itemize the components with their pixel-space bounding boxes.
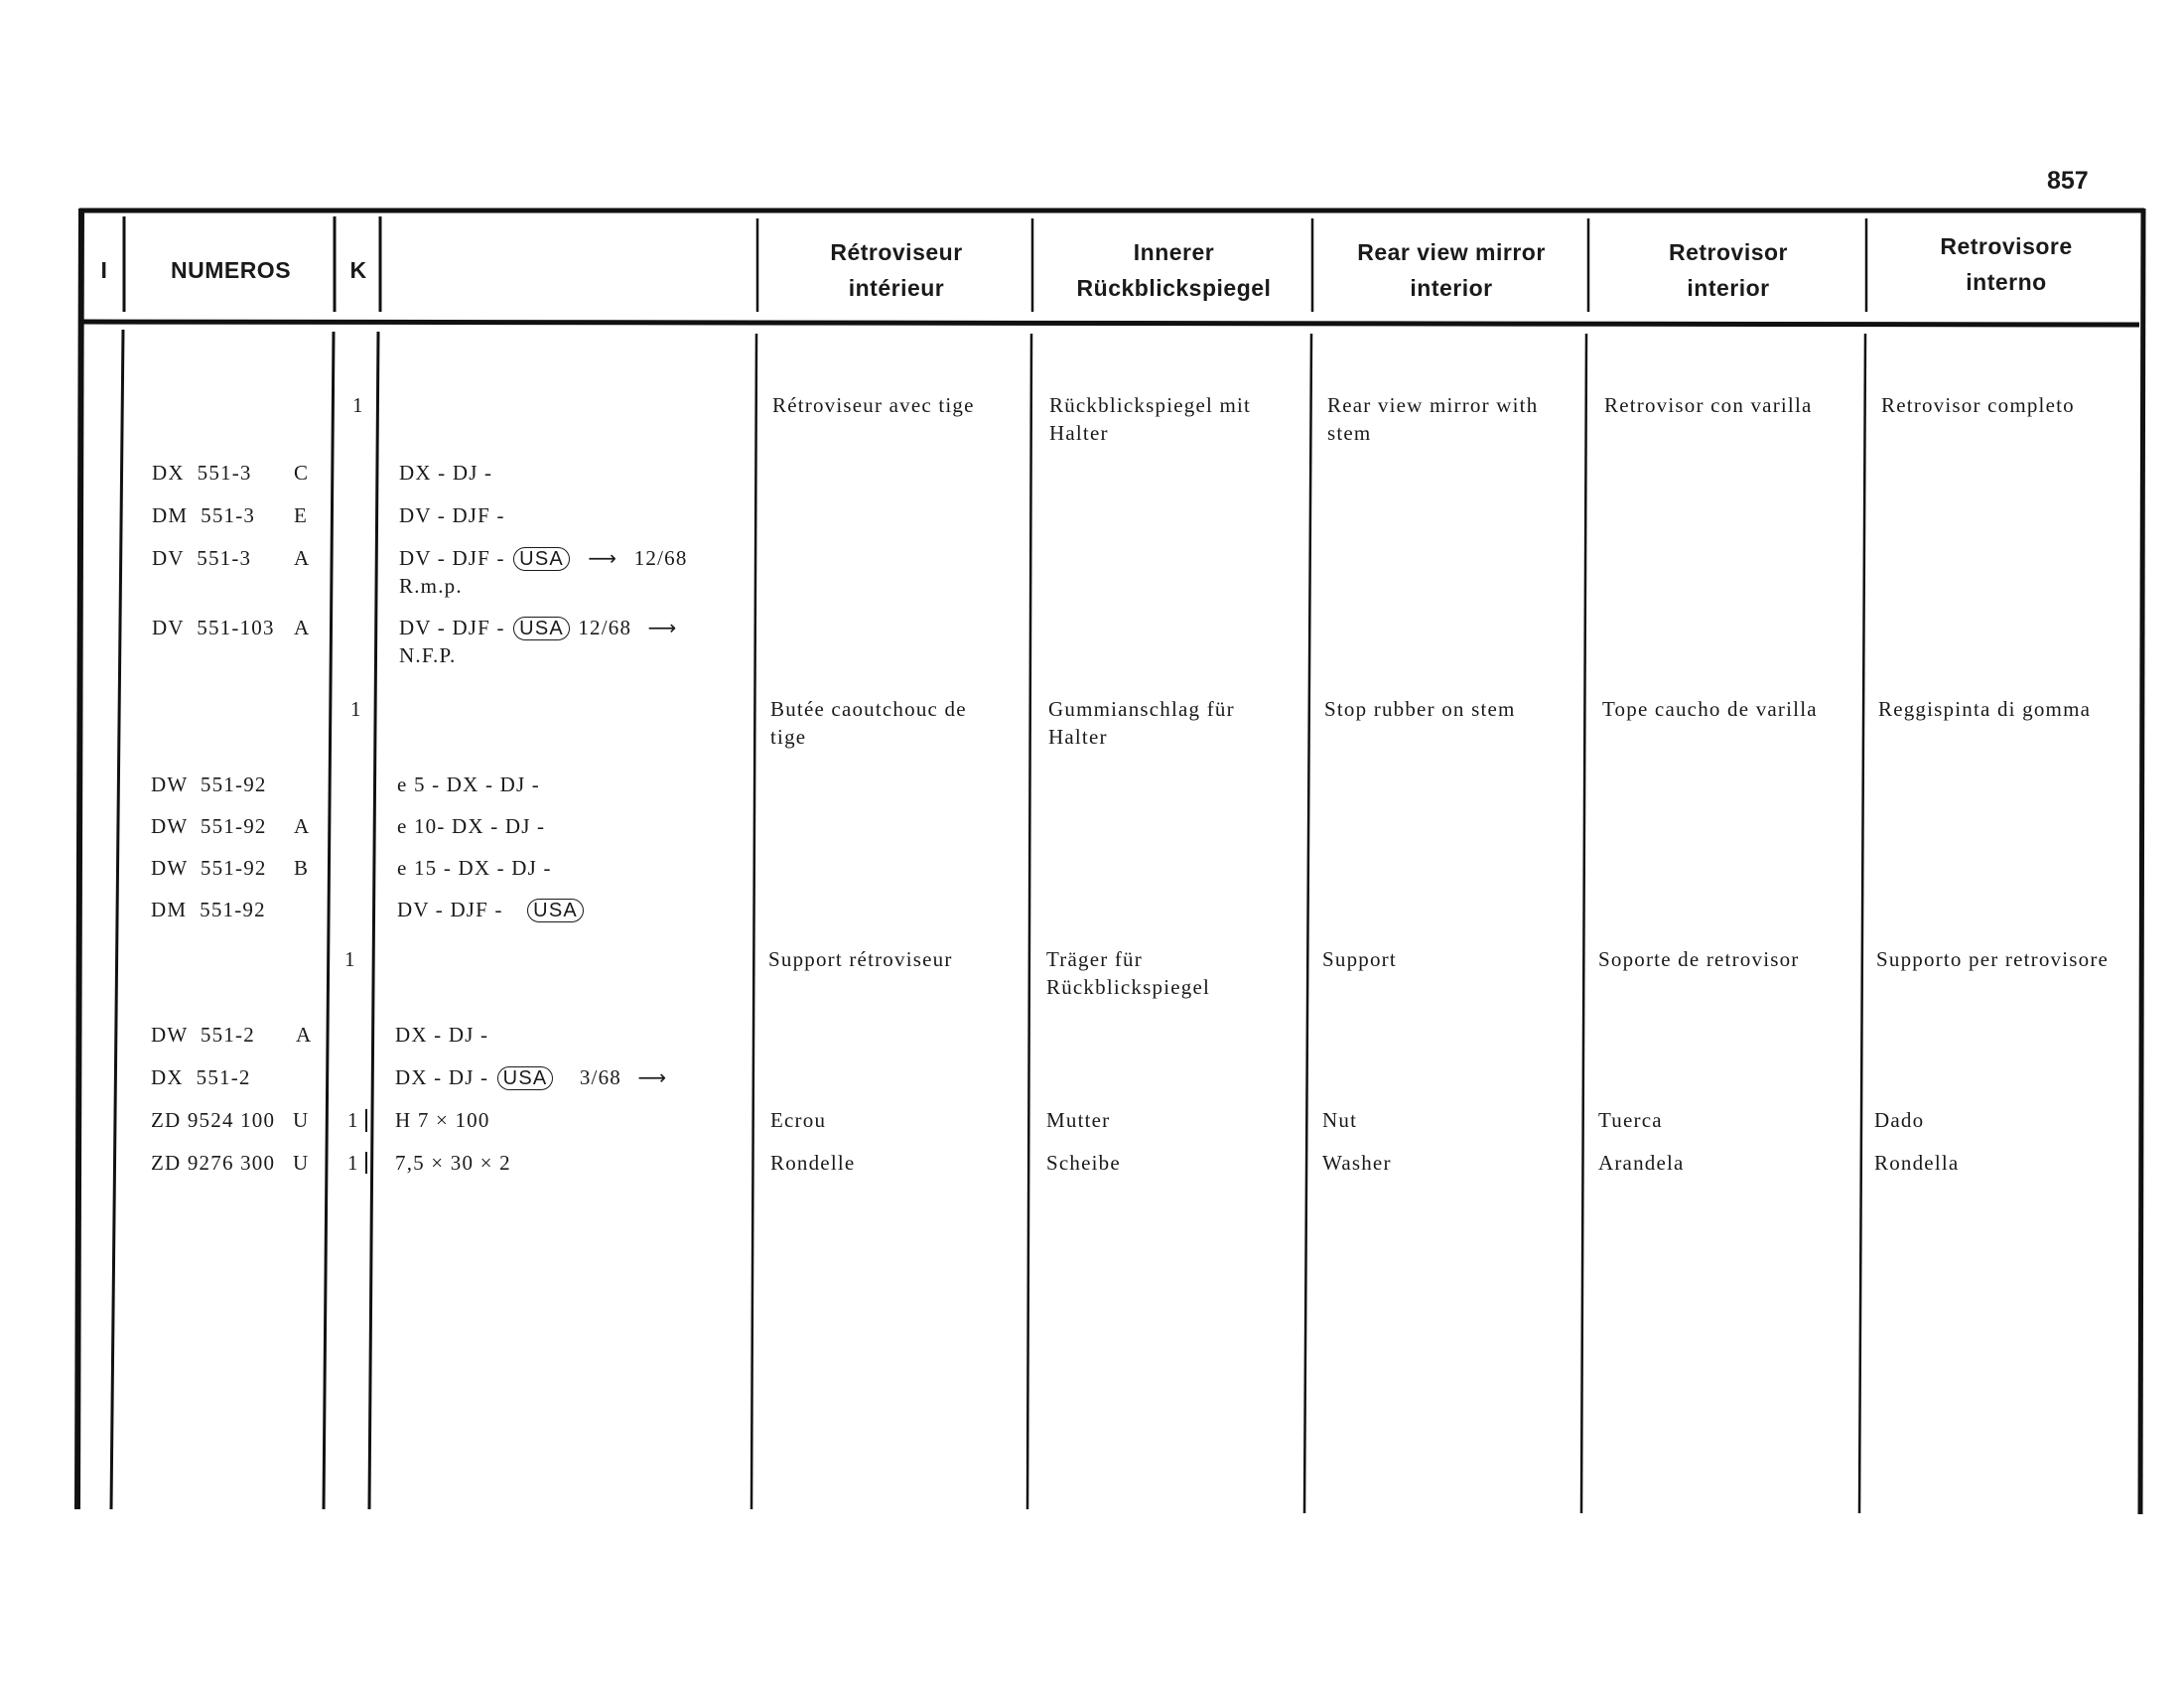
row-numero: DX 551-2: [151, 1065, 251, 1089]
row-numero: DW 551-92: [151, 773, 267, 796]
usa-badge: USA: [513, 547, 570, 571]
header-italian-line1: Retrovisore: [1940, 233, 2073, 259]
header-english-line2: interior: [1410, 275, 1493, 301]
row-suffix: A: [294, 814, 311, 838]
row-numero: DM 551-92: [151, 898, 266, 921]
header-spanish-line2: interior: [1687, 275, 1770, 301]
row-english: Stop rubber on stem: [1324, 697, 1516, 721]
header-english: [1317, 234, 1585, 306]
row-french: Butée caoutchouc de tige: [770, 697, 967, 749]
header-italian: [1871, 228, 2141, 300]
header-spanish: [1593, 234, 1863, 306]
row-numero: DX 551-3: [152, 461, 252, 485]
row-description: e 5 - DX - DJ -: [397, 773, 540, 796]
row-numero: ZD 9524 100: [151, 1108, 276, 1132]
header-col-k: K: [349, 257, 367, 283]
row-french: Support rétroviseur: [768, 947, 953, 971]
row-suffix: B: [294, 856, 310, 880]
row-description: [397, 896, 586, 923]
usa-badge: USA: [527, 899, 584, 922]
header-french-line2: intérieur: [848, 275, 945, 301]
row-german: Mutter: [1046, 1108, 1111, 1132]
row-suffix: U: [293, 1151, 310, 1175]
row-german: Scheibe: [1046, 1151, 1121, 1175]
page-number: 857: [2047, 167, 2089, 195]
arrow-right-icon: ⟶: [588, 546, 618, 570]
date-text: 12/68: [578, 616, 632, 639]
row-description-note: N.F.P.: [399, 643, 457, 667]
row-italian: Rondella: [1874, 1151, 1960, 1175]
row-english: Nut: [1322, 1108, 1358, 1132]
row-description-note: R.m.p.: [399, 574, 463, 598]
row-description: DV - DJF -: [399, 503, 505, 527]
header-spanish-line1: Retrovisor: [1668, 239, 1789, 265]
row-suffix: C: [294, 461, 310, 485]
row-suffix: E: [294, 503, 309, 527]
row-french: Rondelle: [770, 1151, 856, 1175]
header-french: [762, 234, 1030, 306]
row-italian: Supporto per retrovisore: [1876, 947, 2110, 971]
header-french-line1: Rétroviseur: [830, 239, 963, 265]
row-description: DX - DJ -: [399, 461, 493, 485]
row-german: Träger für Rückblickspiegel: [1046, 947, 1211, 999]
usa-badge: USA: [497, 1066, 554, 1090]
row-spanish: Retrovisor con varilla: [1604, 393, 1813, 417]
row-k: 1: [352, 393, 364, 417]
row-k: 1: [347, 1151, 359, 1175]
row-english: Support: [1322, 947, 1397, 971]
row-description: H 7 × 100: [395, 1108, 490, 1132]
header-german: [1037, 234, 1310, 306]
date-text: 3/68: [579, 1065, 621, 1089]
row-suffix: A: [294, 616, 311, 639]
arrow-right-icon: ⟶: [647, 616, 678, 639]
row-numero: DV 551-103: [152, 616, 275, 639]
row-italian: Retrovisor completo: [1881, 393, 2075, 417]
row-suffix: A: [296, 1023, 313, 1047]
row-description: DX - DJ -: [395, 1023, 489, 1047]
row-description: [399, 614, 688, 641]
row-description: e 15 - DX - DJ -: [397, 856, 552, 880]
row-suffix: A: [294, 546, 311, 570]
header-italian-line2: interno: [1966, 269, 2047, 295]
description-text: DV - DJF -: [399, 546, 505, 570]
description-text: DV - DJF -: [399, 616, 505, 639]
row-k: 1: [344, 947, 356, 971]
row-italian: Dado: [1874, 1108, 1925, 1132]
arrow-right-icon: ⟶: [637, 1065, 668, 1089]
row-numero: DW 551-2: [151, 1023, 255, 1047]
row-description: [395, 1063, 677, 1091]
row-french: Ecrou: [770, 1108, 827, 1132]
date-text: 12/68: [633, 546, 688, 570]
header-german-line2: Rückblickspiegel: [1076, 275, 1272, 301]
row-numero: DW 551-92: [151, 856, 267, 880]
description-text: DX - DJ -: [395, 1065, 489, 1089]
row-description: e 10- DX - DJ -: [397, 814, 546, 838]
header-english-line1: Rear view mirror: [1357, 239, 1546, 265]
row-spanish: Soporte de retrovisor: [1598, 947, 1800, 971]
row-spanish: Tuerca: [1598, 1108, 1663, 1132]
row-description: 7,5 × 30 × 2: [395, 1151, 511, 1175]
row-numero: DM 551-3: [152, 503, 256, 527]
header-german-line1: Innerer: [1133, 239, 1215, 265]
row-numero: ZD 9276 300: [151, 1151, 276, 1175]
row-suffix: U: [293, 1108, 310, 1132]
row-german: Gummianschlag für Halter: [1048, 697, 1235, 749]
row-german: Rückblickspiegel mit Halter: [1049, 393, 1252, 445]
usa-badge: USA: [513, 617, 570, 640]
row-numero: DV 551-3: [152, 546, 252, 570]
row-spanish: Arandela: [1598, 1151, 1685, 1175]
header-col-numeros: NUMEROS: [170, 257, 292, 283]
row-description: [399, 544, 688, 572]
description-text: DV - DJF -: [397, 898, 503, 921]
row-italian: Reggispinta di gomma: [1878, 697, 2092, 721]
row-k: 1: [347, 1108, 359, 1132]
row-numero: DW 551-92: [151, 814, 267, 838]
row-english: Rear view mirror with stem: [1327, 393, 1539, 445]
row-k: 1: [350, 697, 362, 721]
row-english: Washer: [1322, 1151, 1392, 1175]
row-french: Rétroviseur avec tige: [772, 393, 975, 417]
row-spanish: Tope caucho de varilla: [1602, 697, 1818, 721]
header-col-i: I: [100, 257, 108, 283]
